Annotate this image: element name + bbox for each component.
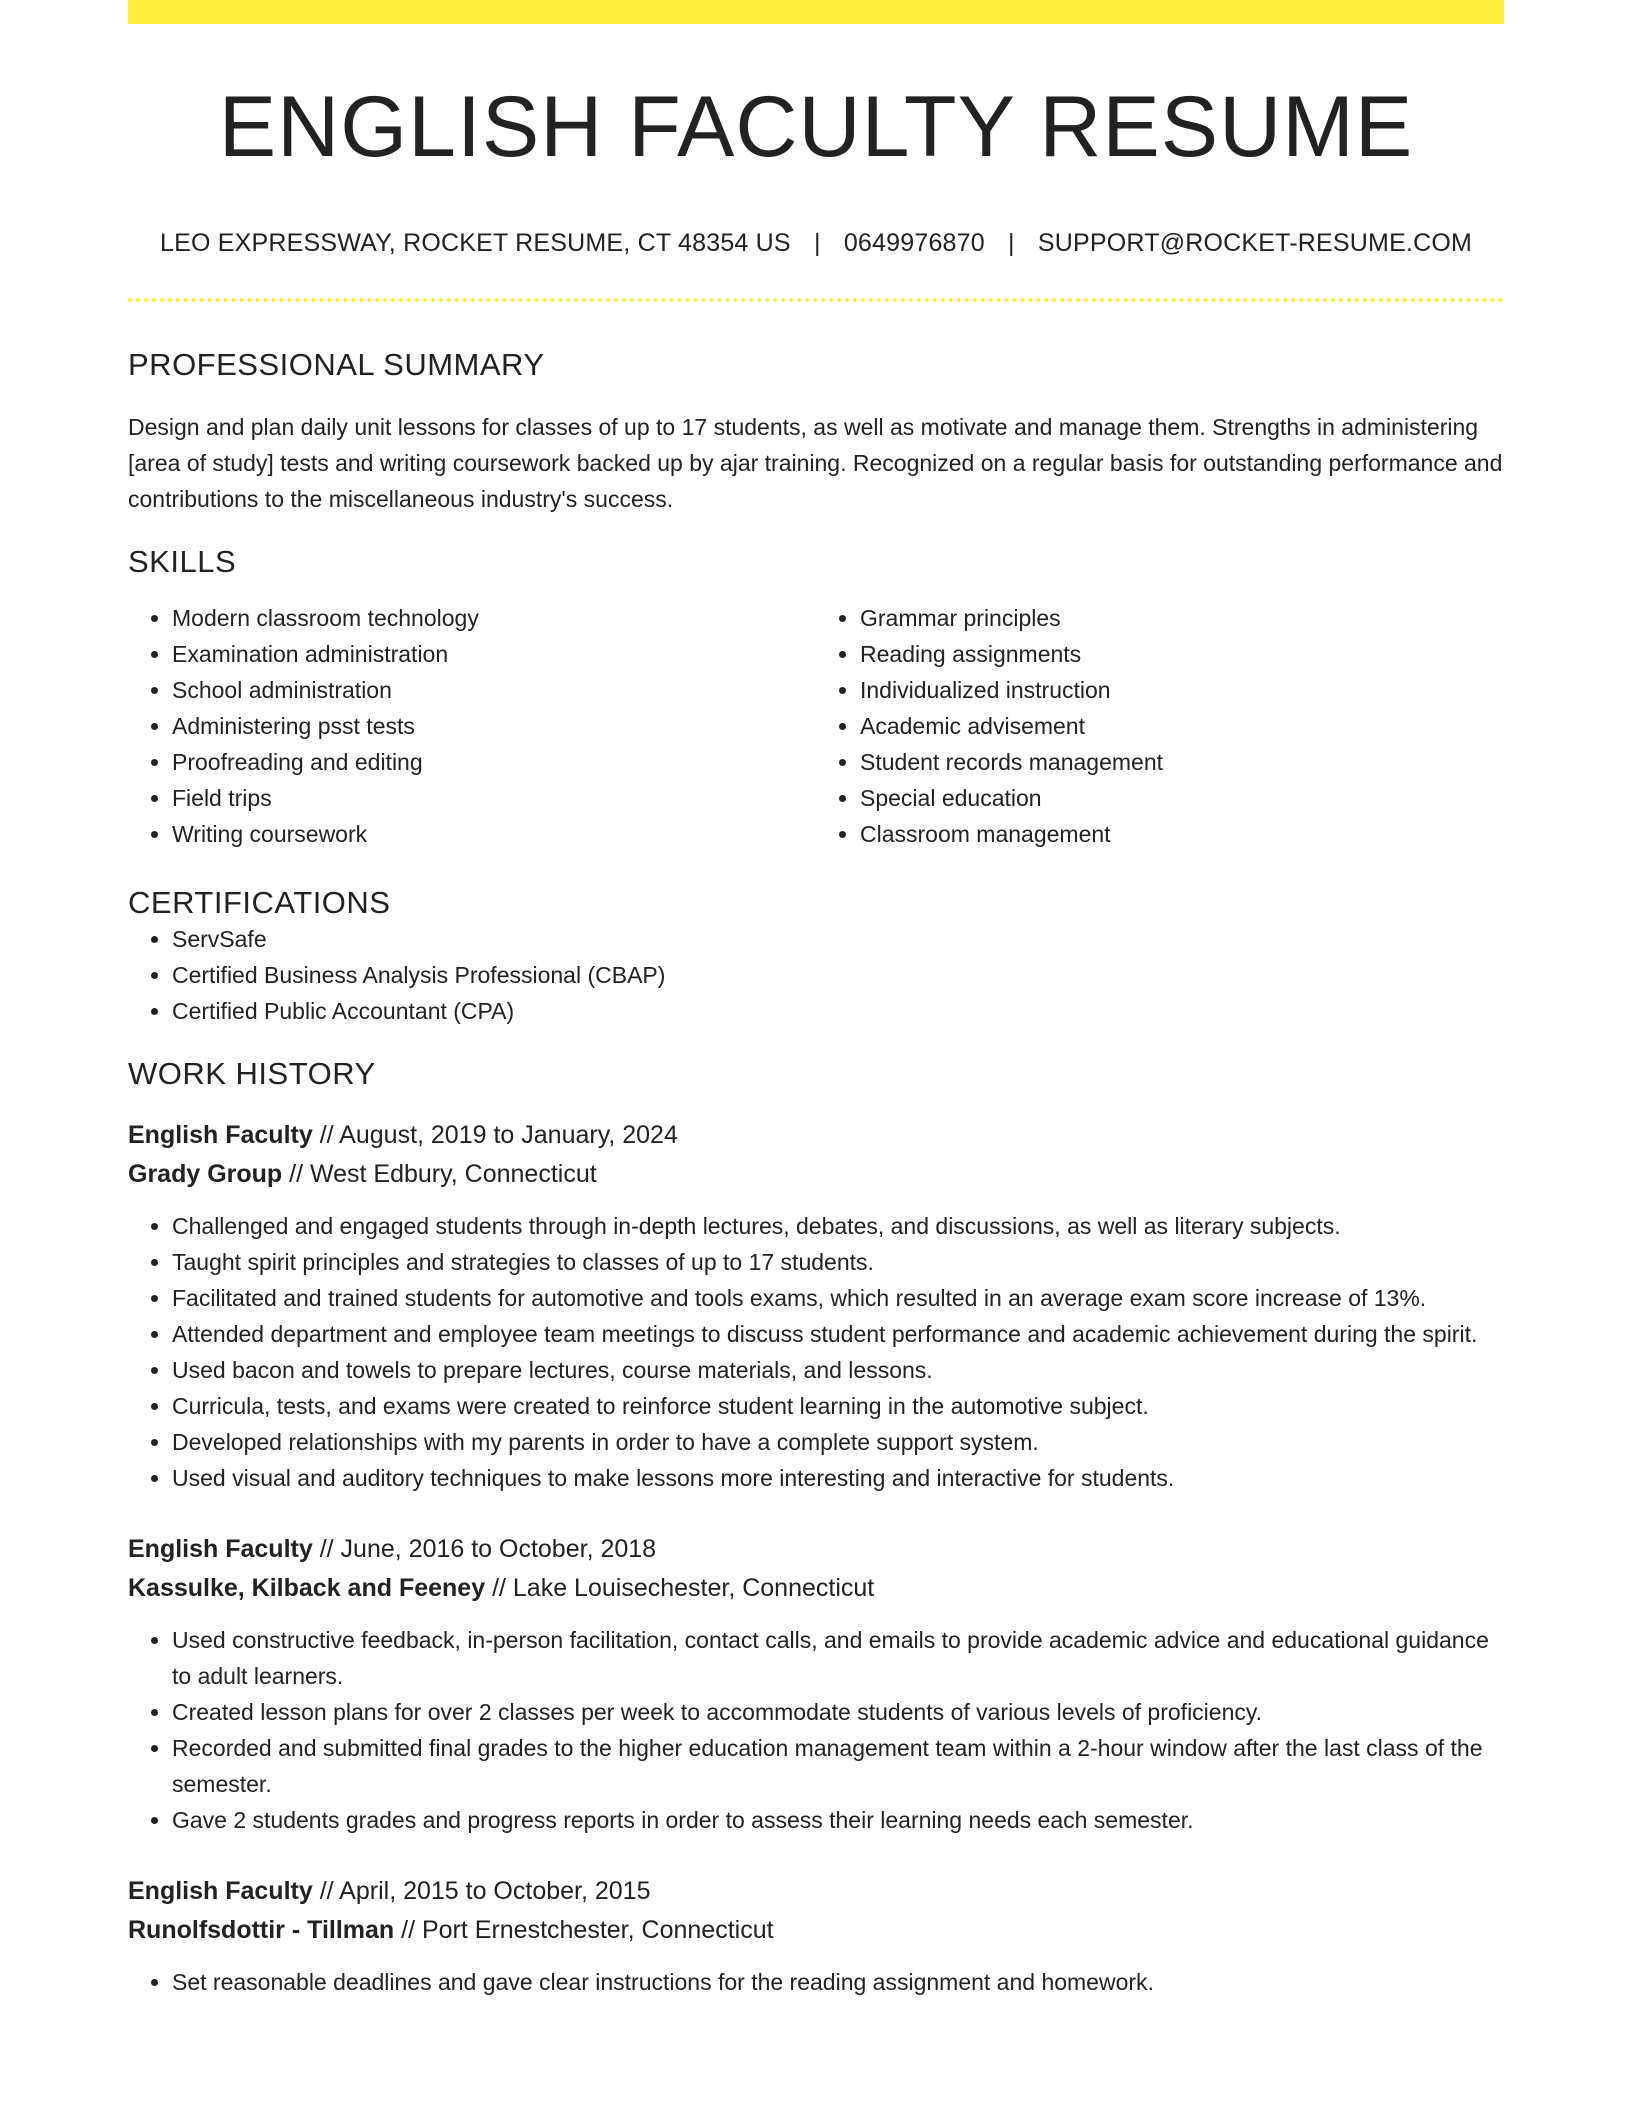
- skill-item: • Proofreading and editing: [172, 744, 816, 780]
- skill-item: • Examination administration: [172, 636, 816, 672]
- contact-line: [128, 229, 1504, 258]
- certifications-list: [128, 921, 1504, 1029]
- job-bullets: [128, 1964, 1504, 2000]
- job-dates: // June, 2016 to October, 2018: [319, 1535, 657, 1564]
- skills-heading: SKILLS: [128, 543, 237, 579]
- certification-item: • Certified Business Analysis Professional (CBAP): [172, 957, 1504, 993]
- summary-text: Design and plan daily unit lessons for classes of up to 17 students, as well as motivate and manage them. Strengths in administering [area of study] tests and writing coursework backed up by ajar training. Recognized on a regular basis for outstanding performance and contributions to the miscellaneous industry's success.: [128, 413, 1503, 512]
- skills-column-right: [816, 600, 1504, 852]
- skills-list-left: [128, 600, 816, 852]
- skills-columns: [128, 600, 1504, 852]
- job-company: Runolfsdottir - Tillman: [128, 1916, 395, 1945]
- skill-item: • Modern classroom technology: [172, 600, 816, 636]
- job-dates: // April, 2015 to October, 2015: [319, 1877, 651, 1906]
- job-title-line: [128, 1116, 1504, 1155]
- skill-item: • Grammar principles: [860, 600, 1504, 636]
- skill-item: • Writing coursework: [172, 816, 816, 852]
- job-bullet: • Used bacon and towels to prepare lectures, course materials, and lessons.: [172, 1352, 1504, 1388]
- job-title-line: [128, 1530, 1504, 1569]
- job-company-line: [128, 1569, 1504, 1608]
- skills-section: [128, 543, 1504, 852]
- job-company-line: [128, 1911, 1504, 1950]
- summary-heading: PROFESSIONAL SUMMARY: [128, 346, 545, 382]
- job-bullet: • Attended department and employee team meetings to discuss student performance and academic achievement during the spirit.: [172, 1316, 1504, 1352]
- job-company: Grady Group: [128, 1160, 283, 1189]
- resume-page: [128, 0, 1504, 2000]
- summary-section: [128, 346, 1504, 517]
- skills-column-left: [128, 600, 816, 852]
- job-location: // Lake Louisechester, Connecticut: [492, 1574, 875, 1603]
- job-title: English Faculty: [128, 1535, 313, 1564]
- skill-item: • Field trips: [172, 780, 816, 816]
- job-bullet: • Developed relationships with my parents in order to have a complete support system.: [172, 1424, 1504, 1460]
- certification-item: • Certified Public Accountant (CPA): [172, 993, 1504, 1029]
- job-location: // West Edbury, Connecticut: [289, 1160, 597, 1189]
- skill-item: • Academic advisement: [860, 708, 1504, 744]
- header-divider: [128, 298, 1504, 302]
- skill-item: • School administration: [172, 672, 816, 708]
- work-history-heading: WORK HISTORY: [128, 1056, 376, 1092]
- skills-list-right: [816, 600, 1504, 852]
- job-bullet: • Facilitated and trained students for automotive and tools exams, which resulted in an average exam score increase of 13%.: [172, 1280, 1504, 1316]
- job-bullets: [128, 1208, 1504, 1496]
- job-bullet: • Recorded and submitted final grades to the higher education management team within a 2-hour window after the last class of the semester.: [172, 1730, 1504, 1802]
- contact-separator: |: [1008, 228, 1015, 257]
- job-bullets: [128, 1622, 1504, 1838]
- skill-item: • Student records management: [860, 744, 1504, 780]
- certifications-heading: CERTIFICATIONS: [128, 884, 391, 920]
- job-title: English Faculty: [128, 1877, 313, 1906]
- job-bullet: • Created lesson plans for over 2 classes per week to accommodate students of various levels of proficiency.: [172, 1694, 1504, 1730]
- job-company-line: [128, 1155, 1504, 1194]
- certifications-section: [128, 884, 1504, 1029]
- contact-address: LEO EXPRESSWAY, ROCKET RESUME, CT 48354 US: [159, 228, 791, 257]
- work-history-section: [128, 1055, 1504, 2000]
- skill-item: • Reading assignments: [860, 636, 1504, 672]
- job-entry: [128, 1116, 1504, 1496]
- top-accent-bar: [128, 0, 1504, 24]
- skill-item: • Administering psst tests: [172, 708, 816, 744]
- job-entry: [128, 1530, 1504, 1838]
- job-bullet: • Taught spirit principles and strategies to classes of up to 17 students.: [172, 1244, 1504, 1280]
- contact-phone: 0649976870: [843, 228, 985, 257]
- job-bullet: • Gave 2 students grades and progress reports in order to assess their learning needs each semester.: [172, 1802, 1504, 1838]
- job-bullet: • Set reasonable deadlines and gave clear instructions for the reading assignment and homework.: [172, 1964, 1504, 2000]
- contact-separator: |: [813, 228, 821, 257]
- job-bullet: • Used visual and auditory techniques to make lessons more interesting and interactive for students.: [172, 1460, 1504, 1496]
- skill-item: • Classroom management: [860, 816, 1504, 852]
- skill-item: • Individualized instruction: [860, 672, 1504, 708]
- job-title-line: [128, 1872, 1504, 1911]
- resume-title: ENGLISH FACULTY RESUME: [218, 79, 1414, 175]
- job-bullet: • Challenged and engaged students through in-depth lectures, debates, and discussions, as well as literary subjects.: [172, 1208, 1504, 1244]
- job-title: English Faculty: [128, 1121, 313, 1150]
- job-bullet: • Used constructive feedback, in-person facilitation, contact calls, and emails to provide academic advice and educational guidance to adult learners.: [172, 1622, 1504, 1694]
- contact-email: SUPPORT@ROCKET-RESUME.COM: [1037, 228, 1473, 257]
- job-dates: // August, 2019 to January, 2024: [319, 1121, 678, 1150]
- job-location: // Port Ernestchester, Connecticut: [401, 1916, 774, 1945]
- skill-item: • Special education: [860, 780, 1504, 816]
- job-company: Kassulke, Kilback and Feeney: [128, 1574, 486, 1603]
- certification-item: • ServSafe: [172, 921, 1504, 957]
- job-entry: [128, 1872, 1504, 2000]
- job-bullet: • Curricula, tests, and exams were created to reinforce student learning in the automotive subject.: [172, 1388, 1504, 1424]
